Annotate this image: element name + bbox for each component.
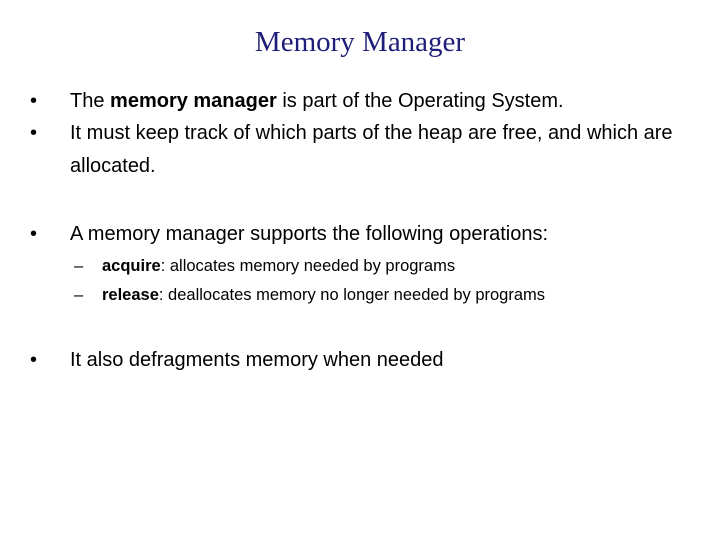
- bullet-text: A memory manager supports the following operations:: [70, 223, 549, 245]
- sub-bullet-term: acquire: [102, 257, 161, 275]
- bullet-item-2: [30, 117, 690, 183]
- sub-bullet-desc: : allocates memory needed by programs: [160, 257, 456, 275]
- sub-bullet-desc: : deallocates memory no longer needed by programs: [158, 286, 546, 304]
- bullet-mark: •: [30, 349, 38, 371]
- bullet-text: It also defragments memory when needed: [70, 349, 444, 371]
- sub-bullet-text: [102, 252, 455, 280]
- sub-bullet-term: release: [102, 286, 159, 304]
- sub-bullet-mark: –: [74, 257, 84, 275]
- slide-title: Memory Manager: [254, 26, 466, 58]
- bullet-text: It must keep track of which parts of the heap are free, and which are allocated.: [70, 122, 673, 177]
- bullet-text-pre: The: [70, 90, 111, 112]
- bullet-mark: •: [30, 122, 38, 144]
- sub-bullet-text: [102, 281, 545, 309]
- bullet-item-3: [30, 218, 690, 251]
- bullet-text-bold: memory manager: [110, 90, 277, 112]
- sub-bullet-release: [74, 281, 545, 309]
- bullet-mark: •: [30, 223, 38, 245]
- bullet-mark: •: [30, 90, 38, 112]
- bullet-item-1: [30, 85, 690, 118]
- bullet-text: [70, 85, 690, 118]
- sub-bullet-mark: –: [74, 286, 84, 304]
- bullet-item-4: [30, 344, 690, 377]
- sub-bullet-acquire: [74, 252, 455, 280]
- bullet-text-post: is part of the Operating System.: [276, 90, 564, 112]
